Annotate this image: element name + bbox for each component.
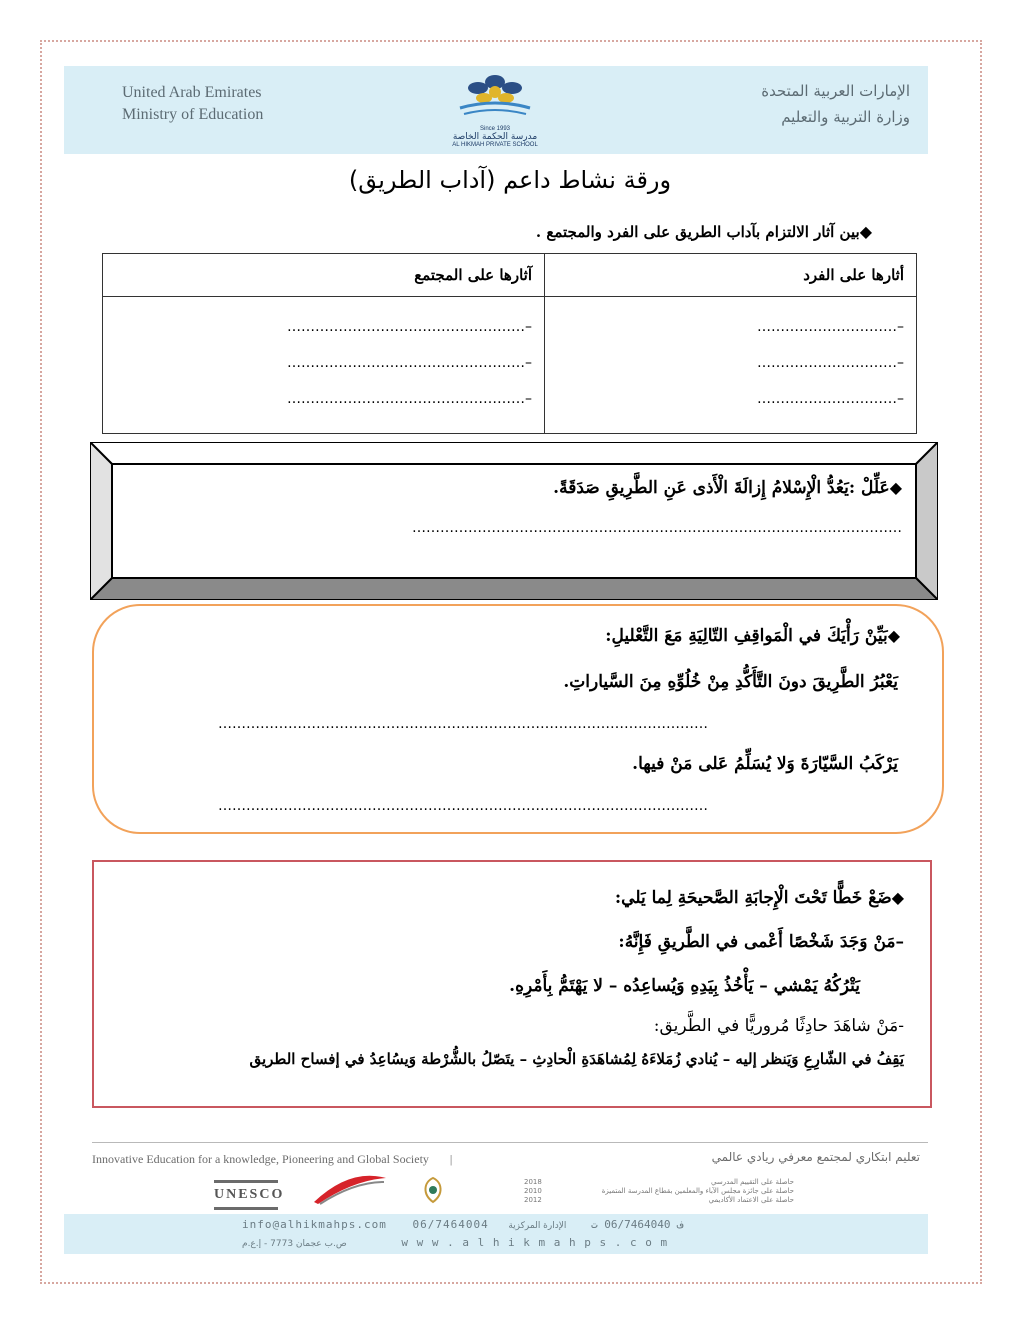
unesco-logo: UNESCO <box>214 1180 278 1210</box>
award-descriptions <box>602 1178 794 1205</box>
admin-label: الإدارة المركزية <box>508 1221 567 1231</box>
school-logo <box>440 68 550 152</box>
answer-line[interactable]: –………………………… <box>757 391 904 407</box>
award-year: 2012 <box>524 1196 542 1204</box>
diamond-bullet-icon: ◆ <box>891 888 904 907</box>
ministry-name-ar: وزارة التربية والتعليم <box>781 108 910 126</box>
ministry-name-en: Ministry of Education <box>122 106 264 123</box>
diamond-bullet-icon: ◆ <box>859 222 872 241</box>
options-1[interactable]: يَتْرُكُهُ يَمْشي – يَأْخُذُ بِيَدِهِ وَيُساعِدُه – لا يَهْتَمُّ بِأَمْرِهِ. <box>509 976 860 996</box>
phone-number: 06/7464040 ت <box>591 1218 671 1231</box>
question-justify-text: عَلِّلْ :يَعُدُّ الْإِسْلامُ إِزالَةَ الْأَذى عَنِ الطَّرِيقِ صَدَقَةً. <box>553 478 890 498</box>
question-justify <box>553 478 902 498</box>
award-text: حاصلة على الاعتماد الأكاديمي <box>708 1196 794 1204</box>
po-box: ص.ب عجمان 7773 - إ.ع.م <box>242 1239 347 1249</box>
question-underline <box>615 888 904 908</box>
situation-1: يَعْبُرُ الطَّرِيقَ دونَ التَّأَكُّدِ مِنْ خُلُوِّهِ مِنَ السَّياراتِ. <box>563 672 898 692</box>
slogan-english-text: Innovative Education for a knowledge, Pioneering and Global Society <box>92 1152 429 1166</box>
effects-table <box>102 253 917 434</box>
diamond-bullet-icon: ◆ <box>889 478 902 497</box>
award-years <box>524 1178 542 1205</box>
question-opinion-text: بَيِّنْ رَأْيَكَ في الْمَواقِفِ التّالِيَةِ مَعَ التَّعْليلِ: <box>605 626 888 646</box>
sub-question-1: –مَنْ وَجَدَ شَخْصًا أَعْمى في الطَّريقِ فَإِنَّهُ: <box>618 932 904 952</box>
situation-2: يَرْكَبُ السَّيّارَةَ وَلا يُسَلِّمُ عَلى مَنْ فيها. <box>632 754 898 774</box>
header-arabic <box>761 78 910 130</box>
options-2[interactable]: يَقِفُ في الشّارِعِ وَيَنظر إليه – يُنادي زُمَلاءَهُ لِمُشاهَدَةِ الْحادِثِ – يتَصّلُ بالشُّرْطة وَيسُاعِدُ في إفساح الطريق <box>249 1050 904 1068</box>
answer-line[interactable]: –…………………………………………… <box>287 355 532 371</box>
logo-arabic-name: مدرسة الحكمة الخاصة <box>452 132 538 142</box>
logo-since: Since 1993 <box>479 126 511 132</box>
award-text: حاصلة على جائزة مجلس الآباء والمعلمين بقطاع المدرسة المتميزة <box>601 1187 794 1195</box>
award-emblem-icon <box>418 1176 448 1204</box>
contact-line-2 <box>242 1236 668 1249</box>
answer-line[interactable]: –………………………… <box>757 355 904 371</box>
answer-line[interactable]: –………………………… <box>757 319 904 335</box>
country-name-ar: الإمارات العربية المتحدة <box>761 82 910 100</box>
footer-divider <box>92 1142 928 1143</box>
sub-question-2: -مَنْ شاهَدَ حادِثًا مُروريًّا في الطَّريق: <box>653 1016 904 1036</box>
society-answers-cell[interactable] <box>103 297 545 434</box>
question-opinion <box>605 626 900 646</box>
answer-line[interactable]: …………………………………………………………………………………………… <box>218 716 708 732</box>
answer-line[interactable]: …………………………………………………………………………………………… <box>218 798 708 814</box>
fax-number: 06/7464004 ف <box>412 1218 684 1231</box>
slogan-separator: | <box>449 1152 453 1166</box>
question-underline-text: ضَعْ خَطًّا تَحْتَ الْإِجابَةِ الصَّحيحَةِ لِما يَلي: <box>614 888 892 908</box>
page-title: ورقة نشاط داعم (آداب الطريق) <box>348 166 672 194</box>
answer-line[interactable]: –…………………………………………… <box>287 391 532 407</box>
answer-line[interactable]: –…………………………………………… <box>287 319 532 335</box>
question-effects-text: بين آثار الالتزام بآداب الطريق على الفرد والمجتمع . <box>535 223 860 241</box>
swoosh-logo-icon <box>310 1172 390 1208</box>
col-individual-header: أثارها على الفرد <box>545 254 917 297</box>
answer-line[interactable]: …………………………………………………………………………………………… <box>412 520 902 536</box>
logo-english-name: AL HIKMAH PRIVATE SCHOOL <box>452 142 538 148</box>
question-effects <box>536 222 872 241</box>
country-name-en: United Arab Emirates <box>122 84 262 101</box>
flower-logo-icon <box>440 68 550 122</box>
email-link[interactable]: info@alhikmahps.com <box>242 1218 387 1231</box>
individual-answers-cell[interactable] <box>545 297 917 434</box>
award-year: 2018 <box>524 1178 542 1186</box>
website-link[interactable]: w w w . a l h i k m a h p s . c o m <box>401 1236 669 1249</box>
contact-line-1 <box>242 1218 684 1231</box>
slogan-arabic: تعليم ابتكاري لمجتمع معرفي ريادي عالمي <box>711 1150 920 1164</box>
diamond-bullet-icon: ◆ <box>887 626 900 645</box>
col-society-header: آثارها على المجتمع <box>103 254 545 297</box>
award-text: حاصلة على التقييم المدرسي <box>711 1178 794 1186</box>
slogan-english <box>92 1152 452 1167</box>
award-year: 2010 <box>524 1187 542 1195</box>
header-english <box>122 82 263 126</box>
